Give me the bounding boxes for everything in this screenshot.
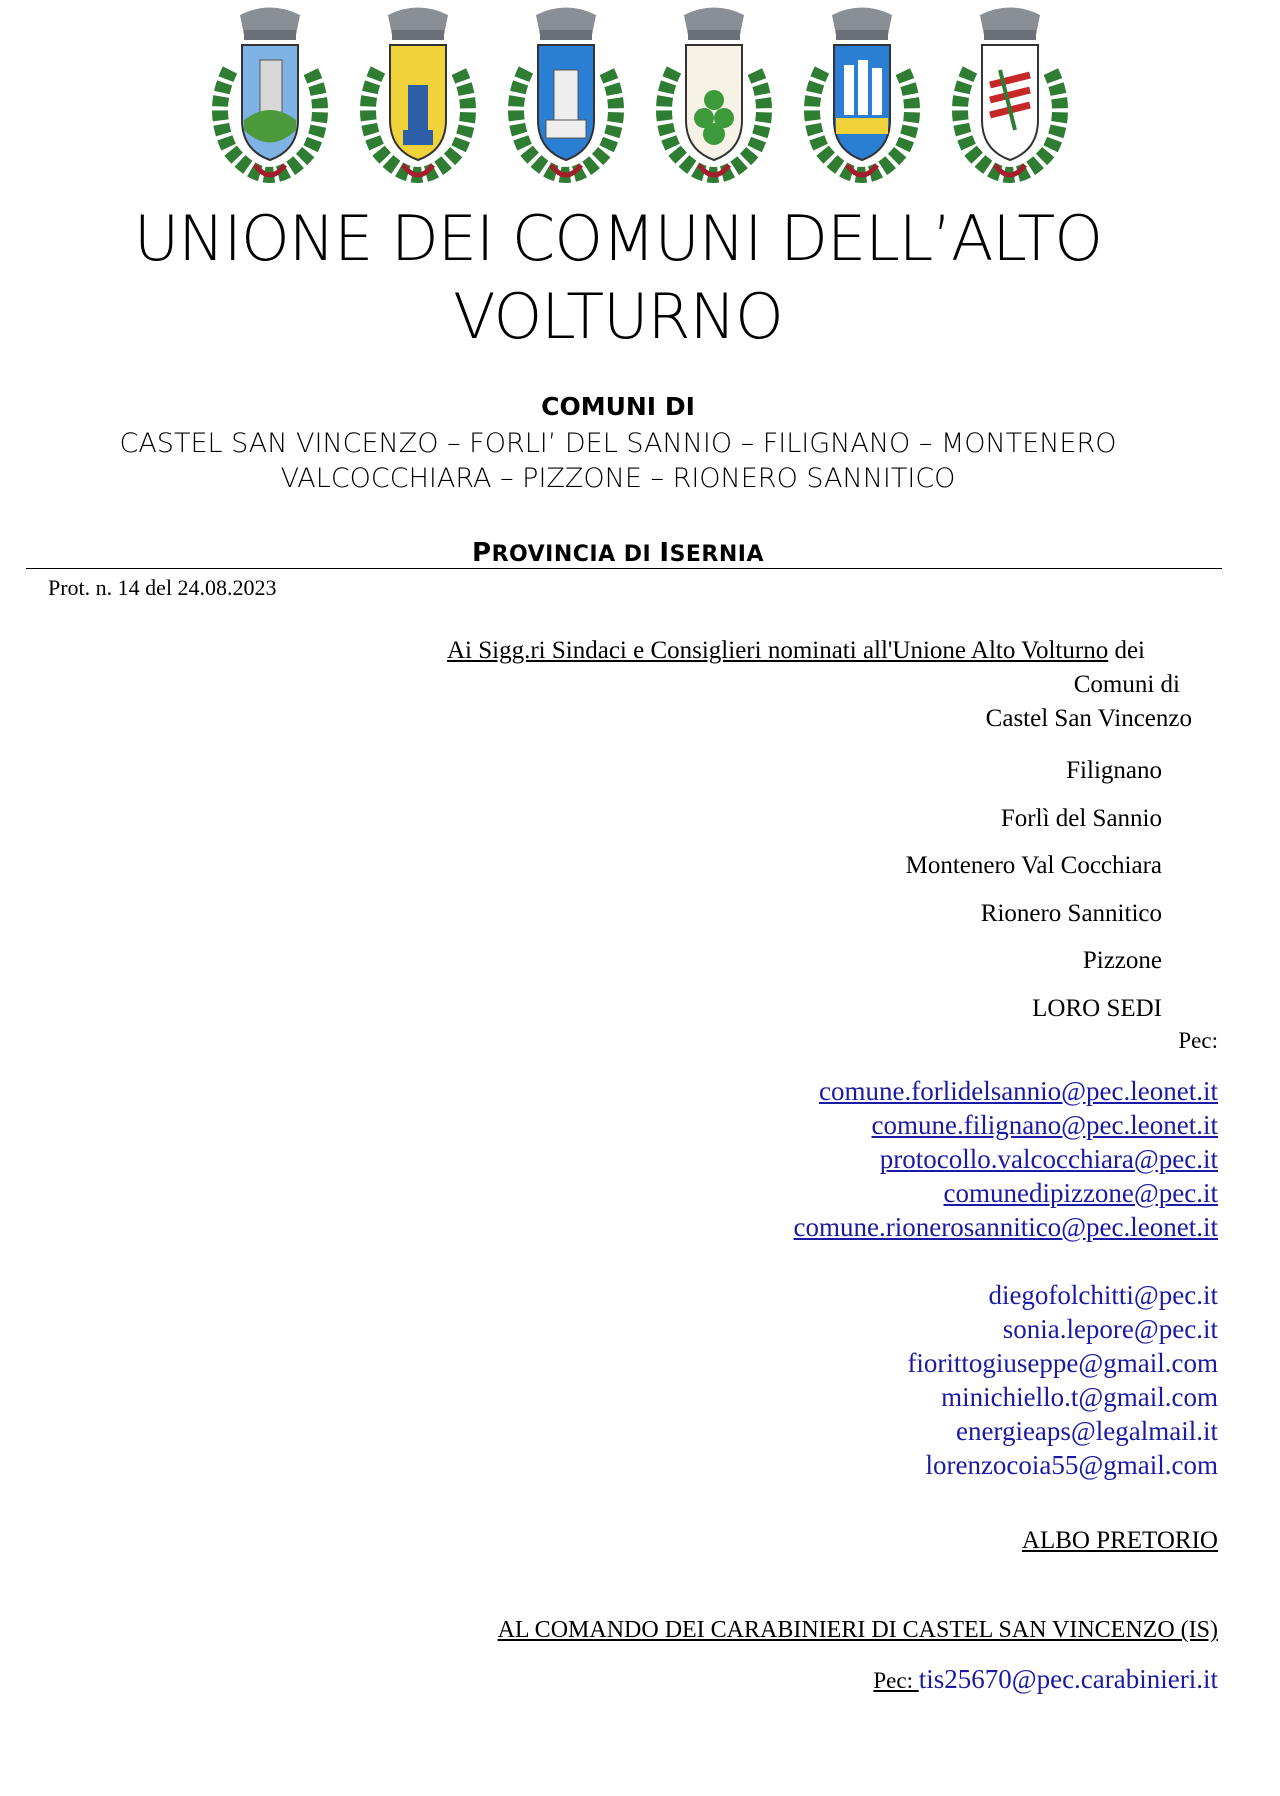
email-address: energieaps@legalmail.it: [955, 1416, 1218, 1446]
provincia-name: SERNIA: [669, 542, 764, 567]
comuni-di-label: Comuni di: [1073, 671, 1180, 698]
addressee-intro: [447, 637, 1145, 665]
rionero-sannitico-crest: [940, 0, 1080, 195]
comuni-list-line1: CASTEL SAN VINCENZO – FORLI’ DEL SANNIO – FILIGNANO – MONTENERO: [119, 428, 1117, 459]
pec-link[interactable]: comune.filignano@pec.leonet.it: [871, 1110, 1218, 1140]
carabinieri-addressee: AL COMANDO DEI CARABINIERI DI CASTEL SAN VINCENZO (IS): [497, 1617, 1218, 1643]
town-name: Forlì del Sannio: [1000, 805, 1162, 832]
town-name: Pizzone: [1082, 947, 1162, 974]
header-divider: [26, 568, 1222, 569]
email-address: minichiello.t@gmail.com: [941, 1382, 1218, 1412]
loro-sedi: LORO SEDI: [1032, 995, 1162, 1022]
forli-del-sannio-crest: [348, 0, 488, 195]
pec-link[interactable]: comunedipizzone@pec.it: [943, 1178, 1218, 1208]
email-address: sonia.lepore@pec.it: [1002, 1314, 1218, 1344]
municipal-crests: [200, 0, 1080, 200]
email-address: lorenzocoia55@gmail.com: [925, 1450, 1218, 1480]
comuni-list-line2: VALCOCCHIARA – PIZZONE – RIONERO SANNITICO: [280, 463, 956, 494]
town-name: Montenero Val Cocchiara: [905, 852, 1162, 879]
albo-pretorio: ALBO PRETORIO: [1021, 1527, 1218, 1554]
town-name: Castel San Vincenzo: [985, 705, 1192, 732]
montenero-crest: [644, 0, 784, 195]
provincia-heading: [0, 538, 1236, 568]
pec-link[interactable]: protocollo.valcocchiara@pec.it: [879, 1144, 1218, 1174]
pec-label: Pec:: [1178, 1028, 1218, 1053]
provincia-word: ROVINCIA DI: [491, 542, 660, 567]
addressee-intro-underlined: Ai Sigg.ri Sindaci e Consiglieri nominati all'Unione Alto Volturno: [447, 637, 1109, 664]
provincia-initial-i: I: [659, 538, 670, 568]
protocol-number: Prot. n. 14 del 24.08.2023: [48, 575, 277, 600]
filignano-crest: [496, 0, 636, 195]
pec-link[interactable]: comune.rionerosannitico@pec.leonet.it: [793, 1212, 1218, 1242]
comuni-label: COMUNI DI: [541, 392, 695, 421]
town-name: Rionero Sannitico: [980, 900, 1162, 927]
provincia-initial-p: P: [472, 538, 492, 568]
castel-san-vincenzo-crest: [200, 0, 340, 195]
pec-link[interactable]: comune.forlidelsannio@pec.leonet.it: [819, 1076, 1218, 1106]
carabinieri-pec: [873, 1664, 1218, 1695]
email-address: fiorittogiuseppe@gmail.com: [907, 1348, 1218, 1378]
addressee-intro-tail: dei: [1108, 637, 1145, 664]
carabinieri-pec-label: Pec:: [873, 1668, 919, 1693]
pizzone-crest: [792, 0, 932, 195]
union-title-line2: VOLTURNO: [453, 280, 783, 353]
town-name: Filignano: [1066, 757, 1162, 784]
carabinieri-pec-address[interactable]: tis25670@pec.carabinieri.it: [918, 1664, 1218, 1694]
union-title-line1: UNIONE DEI COMUNI DELL’ALTO: [133, 202, 1103, 275]
email-address: diegofolchitti@pec.it: [988, 1280, 1218, 1310]
